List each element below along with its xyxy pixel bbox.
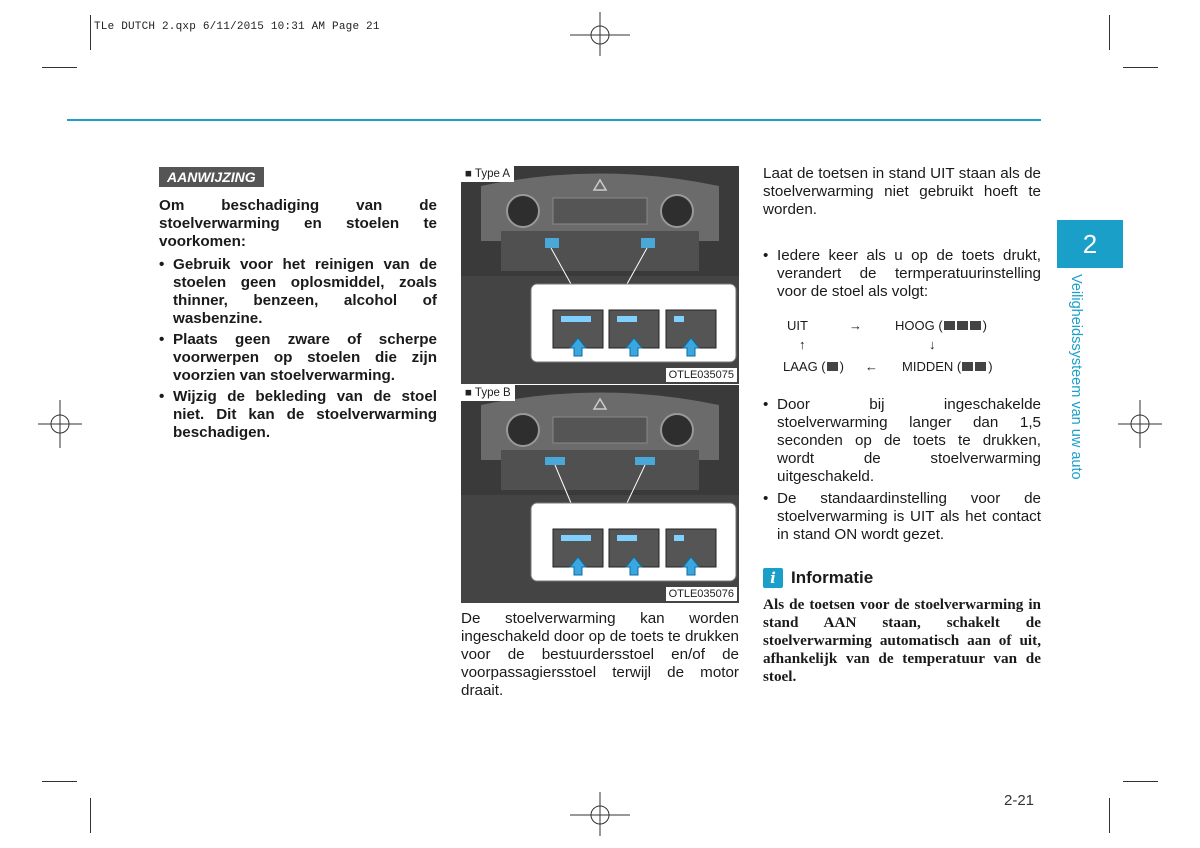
chapter-number: 2 (1057, 220, 1123, 268)
notice-item: • Gebruik voor het reinigen van de stoelen geen oplosmiddel, zoals thinner, benzeen, alcohol of wasbenzine. (159, 256, 437, 328)
heat-3-icon (943, 319, 983, 330)
notice-tag: AANWIJZING (159, 167, 264, 187)
seq-off: UIT (787, 318, 808, 333)
crop-mark (42, 67, 77, 68)
dashboard-illustration (461, 166, 739, 384)
notice-item: • Wijzig de bekleding van de stoel niet. Dit kan de stoelverwarming beschadigen. (159, 388, 437, 442)
seq-mid: MIDDEN ( ) (902, 359, 993, 374)
notice-item: • Plaats geen zware of scherpe voorwerpen op stoelen die zijn voorzien van stoelverwarming. (159, 331, 437, 385)
registration-mark-bottom (570, 792, 630, 836)
page-number: 2-21 (1004, 792, 1035, 809)
bullet-item: • De standaardinstelling voor de stoelverwarming is UIT als het contact in stand ON wordt gezet. (763, 490, 1041, 544)
bullet-list-1 (763, 247, 1041, 305)
registration-mark-right (1118, 400, 1162, 448)
figure-type-b (461, 385, 739, 603)
seq-arrow-right: → (849, 318, 862, 333)
heat-2-icon (961, 360, 988, 371)
crop-mark (1109, 798, 1110, 833)
print-header: TLe DUTCH 2.qxp 6/11/2015 10:31 AM Page 21 (94, 21, 380, 33)
dashboard-illustration (461, 385, 739, 603)
crop-mark (1109, 15, 1110, 50)
temperature-sequence (783, 318, 1043, 378)
intro-paragraph: Laat de toetsen in stand UIT staan als de stoelverwarming niet gebruikt hoeft te worden. (763, 165, 1041, 218)
figure-label: ■ Type B (461, 385, 515, 401)
info-title: Informatie (791, 568, 874, 587)
seq-arrow-left: ← (865, 359, 878, 374)
figure-code: OTLE035075 (666, 368, 737, 382)
figure-type-a (461, 166, 739, 384)
info-heading (763, 568, 873, 588)
figure-code: OTLE035076 (666, 587, 737, 601)
registration-mark-left (38, 400, 82, 448)
bullet-list-2 (763, 396, 1041, 548)
seq-low: LAAG ( ) (783, 359, 844, 374)
figure-caption: De stoelverwarming kan worden ingeschakeld door op de toets te drukken voor de bestuurdersstoel en/of de voorpassagiersstoel terwijl de motor draait. (461, 610, 739, 699)
seq-high: HOOG ( ) (895, 318, 988, 333)
crop-mark (42, 781, 77, 782)
crop-mark (1123, 67, 1158, 68)
bullet-item: • Door bij ingeschakelde stoelverwarming langer dan 1,5 seconden op de toets te drukken, wordt de stoelverwarming uitgeschakeld. (763, 396, 1041, 486)
bullet-item: • Iedere keer als u op de toets drukt, verandert de termperatuurinstelling voor de stoel als volgt: (763, 247, 1041, 301)
header-rule (67, 119, 1041, 121)
crop-mark (90, 798, 91, 833)
info-body: Als de toetsen voor de stoelverwarming in stand AAN staan, schakelt de stoelverwarming automatisch aan of uit, afhankelijk van de temperatuur van de stoel. (763, 596, 1041, 685)
chapter-title: Veiligheidssysteem van uw auto (1068, 274, 1084, 480)
info-icon: i (763, 568, 783, 588)
notice-list (159, 256, 437, 445)
registration-mark-top (570, 12, 630, 56)
seq-arrow-down: ↓ (929, 337, 936, 352)
crop-mark (90, 15, 91, 50)
notice-title: Om beschadiging van de stoelverwarming en stoelen te voorkomen: (159, 197, 437, 250)
crop-mark (1123, 781, 1158, 782)
seq-arrow-up: ↑ (799, 337, 806, 352)
figure-label: ■ Type A (461, 166, 514, 182)
heat-1-icon (826, 360, 840, 371)
